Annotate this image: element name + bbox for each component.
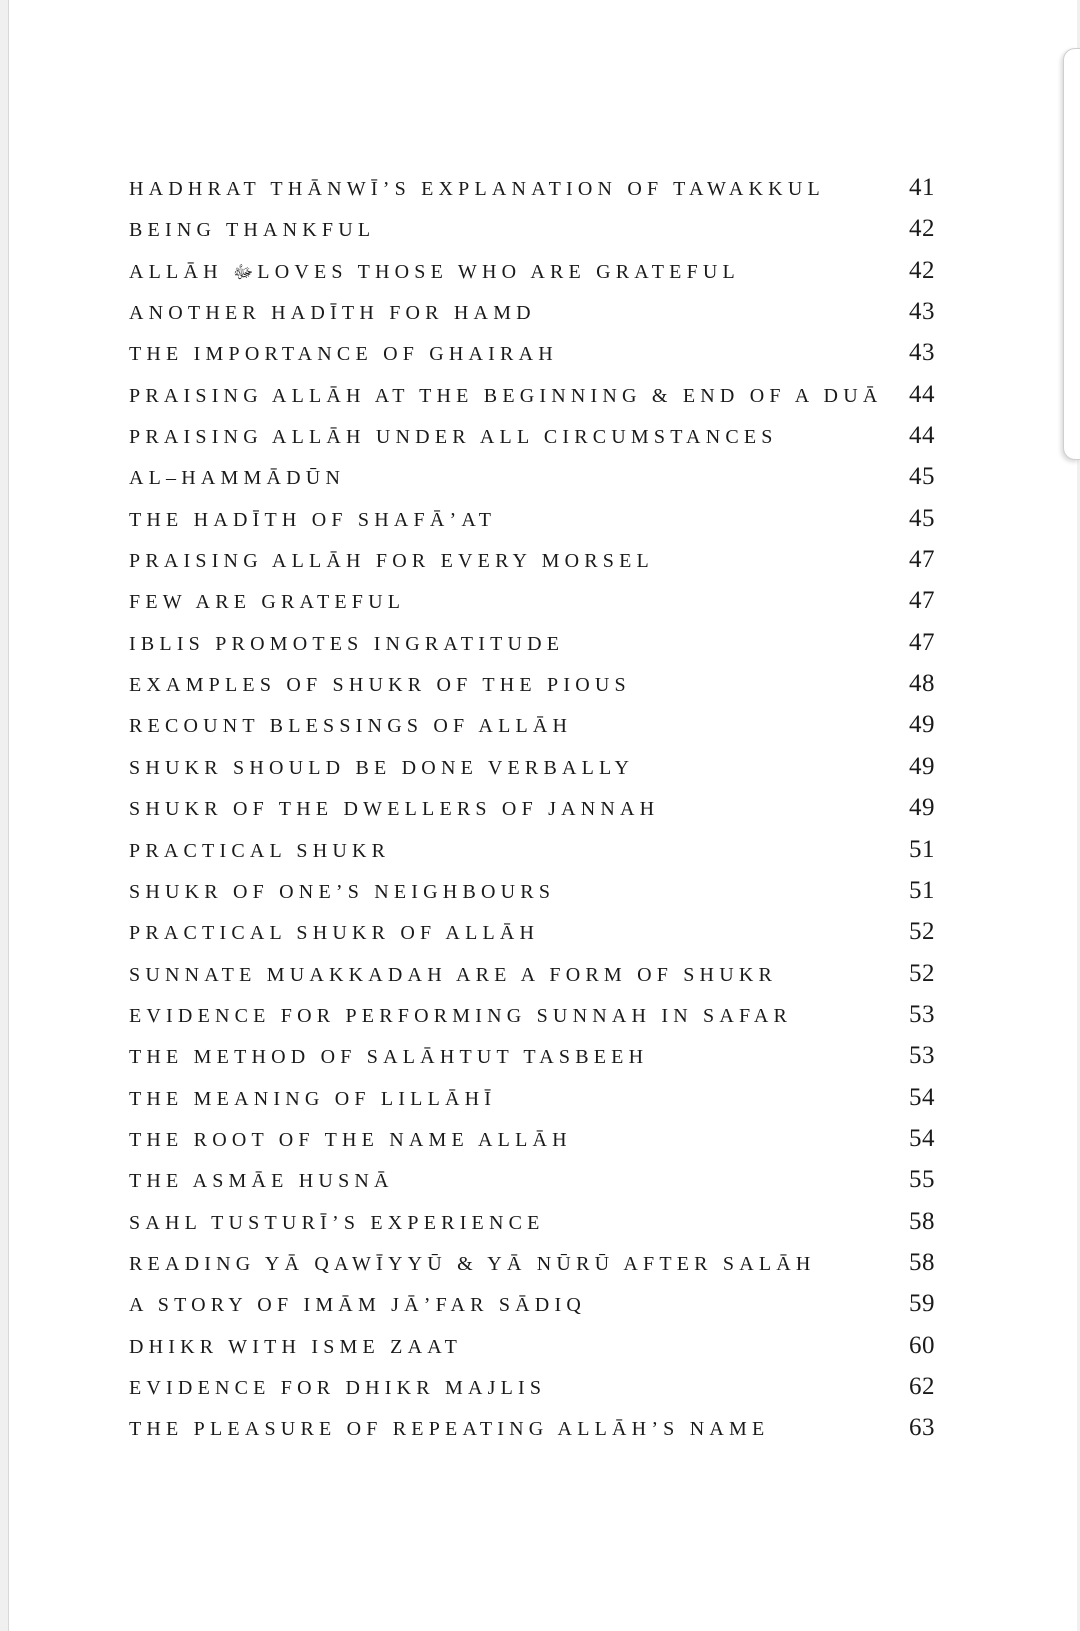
toc-entry-title: HADHRAT THĀNWĪ’S EXPLANATION OF TAWAKKUL: [129, 178, 825, 200]
toc-entry[interactable]: [129, 1040, 935, 1081]
toc-entry[interactable]: [129, 1330, 935, 1371]
toc-entry-page: 53: [909, 1000, 935, 1028]
toc-entry-title: BEING THANKFUL: [129, 219, 376, 242]
toc-entry[interactable]: [129, 337, 935, 378]
toc-entry-title: PRACTICAL SHUKR OF ALLĀH: [129, 922, 540, 945]
toc-entry-title: EVIDENCE FOR DHIKR MAJLIS: [129, 1376, 547, 1399]
toc-entry-page: 41: [909, 174, 935, 201]
toc-entry[interactable]: [129, 751, 935, 792]
toc-entry[interactable]: [129, 627, 935, 668]
toc-entry[interactable]: [129, 213, 935, 254]
toc-entry-title: PRAISING ALLĀH AT THE BEGINNING & END OF A DUĀ: [129, 384, 883, 407]
toc-entry[interactable]: [129, 834, 935, 875]
toc-entry[interactable]: [129, 296, 935, 337]
toc-entry-title: RECOUNT BLESSINGS OF ALLĀH: [129, 715, 573, 738]
toc-entry-title: PRAISING ALLĀH FOR EVERY MORSEL: [129, 550, 654, 573]
toc-entry-page: 49: [909, 711, 935, 739]
toc-entry-page: 59: [909, 1290, 935, 1318]
side-panel-pull-tab[interactable]: [1063, 48, 1080, 460]
toc-entry-title: THE METHOD OF SALĀHTUT TASBEEH: [129, 1046, 649, 1069]
toc-entry-page: 44: [909, 422, 935, 450]
toc-entry-page: 47: [909, 628, 935, 656]
toc-entry-page: 53: [909, 1042, 935, 1070]
toc-entry-page: 63: [909, 1414, 935, 1442]
toc-entry-title: THE HADĪTH OF SHAFĀ’AT: [129, 508, 497, 531]
toc-entry-page: 49: [909, 794, 935, 822]
toc-entry-title: SHUKR OF THE DWELLERS OF JANNAH: [129, 798, 660, 821]
toc-entry-title: SUNNATE MUAKKADAH ARE A FORM OF SHUKR: [129, 963, 778, 986]
toc-entry-title: PRAISING ALLĀH UNDER ALL CIRCUMSTANCES: [129, 426, 778, 449]
table-of-contents: [129, 172, 935, 1454]
toc-entry-title-part: LOVES THOSE WHO ARE GRATEFUL: [257, 260, 740, 283]
toc-entry-page: 52: [909, 918, 935, 946]
toc-entry[interactable]: [129, 1288, 935, 1329]
toc-entry-title: [129, 261, 740, 287]
toc-entry[interactable]: [129, 792, 935, 833]
toc-entry[interactable]: [129, 1247, 935, 1288]
toc-entry[interactable]: [129, 379, 935, 420]
toc-entry[interactable]: [129, 916, 935, 957]
toc-entry[interactable]: [129, 1412, 935, 1453]
toc-entry-title: EXAMPLES OF SHUKR OF THE PIOUS: [129, 674, 631, 697]
toc-entry-page: 43: [909, 339, 935, 367]
toc-entry-page: 45: [909, 504, 935, 532]
toc-entry-page: 43: [909, 298, 935, 326]
toc-entry-title-part: ALLĀH: [129, 260, 223, 283]
toc-entry-title: IBLIS PROMOTES INGRATITUDE: [129, 632, 565, 655]
toc-entry-title: ANOTHER HADĪTH FOR HAMD: [129, 302, 536, 325]
toc-entry-title: THE MEANING OF LILLĀHĪ: [129, 1087, 497, 1110]
toc-entry-page: 48: [909, 670, 935, 698]
document-page: [8, 0, 1077, 1631]
toc-entry[interactable]: [129, 958, 935, 999]
toc-entry[interactable]: [129, 461, 935, 502]
toc-entry-page: 54: [909, 1124, 935, 1152]
toc-entry-page: 58: [909, 1248, 935, 1276]
toc-entry-title: PRACTICAL SHUKR: [129, 839, 391, 862]
toc-entry-title: SHUKR SHOULD BE DONE VERBALLY: [129, 756, 635, 779]
toc-entry-title: EVIDENCE FOR PERFORMING SUNNAH IN SAFAR: [129, 1004, 793, 1027]
toc-entry[interactable]: [129, 172, 935, 213]
toc-entry-page: 47: [909, 546, 935, 574]
toc-entry-page: 47: [909, 587, 935, 615]
toc-entry[interactable]: [129, 544, 935, 585]
toc-entry[interactable]: [129, 1206, 935, 1247]
toc-entry-title: THE ASMĀE HUSNĀ: [129, 1170, 394, 1193]
toc-entry[interactable]: [129, 709, 935, 750]
toc-entry[interactable]: [129, 1371, 935, 1412]
toc-entry-title: AL–HAMMĀDŪN: [129, 467, 346, 490]
toc-entry-page: 42: [909, 215, 935, 243]
toc-entry-title: DHIKR WITH ISME ZAAT: [129, 1335, 463, 1358]
toc-entry-title: SHUKR OF ONE’S NEIGHBOURS: [129, 880, 556, 903]
toc-entry[interactable]: [129, 1164, 935, 1205]
toc-entry-page: 51: [909, 835, 935, 863]
toc-entry-title: SAHL TUSTURĪ’S EXPERIENCE: [129, 1211, 545, 1234]
toc-entry-title: THE ROOT OF THE NAME ALLĀH: [129, 1128, 572, 1151]
toc-entry-page: 55: [909, 1166, 935, 1194]
toc-entry-page: 45: [909, 463, 935, 491]
toc-entry[interactable]: [129, 585, 935, 626]
toc-entry-page: 49: [909, 752, 935, 780]
honorific-glyph-icon: ﷻ: [232, 261, 254, 282]
toc-entry[interactable]: [129, 503, 935, 544]
toc-entry-title: FEW ARE GRATEFUL: [129, 591, 406, 614]
toc-entry-page: 52: [909, 959, 935, 987]
toc-entry[interactable]: [129, 1082, 935, 1123]
toc-entry-page: 60: [909, 1331, 935, 1359]
toc-entry[interactable]: [129, 1123, 935, 1164]
toc-entry[interactable]: [129, 999, 935, 1040]
toc-entry-page: 42: [909, 256, 935, 284]
toc-entry[interactable]: [129, 420, 935, 461]
toc-entry-title: THE IMPORTANCE OF GHAIRAH: [129, 343, 558, 366]
toc-entry-page: 58: [909, 1207, 935, 1235]
toc-entry-page: 54: [909, 1083, 935, 1111]
toc-entry[interactable]: [129, 875, 935, 916]
toc-entry[interactable]: [129, 255, 935, 296]
toc-entry-title: A STORY OF IMĀM JĀ’FAR SĀDIQ: [129, 1294, 586, 1317]
toc-entry-title: THE PLEASURE OF REPEATING ALLĀH’S NAME: [129, 1418, 770, 1441]
toc-entry-page: 44: [909, 380, 935, 408]
toc-entry-page: 51: [909, 876, 935, 904]
toc-entry-title: READING YĀ QAWĪYYŪ & YĀ NŪRŪ AFTER SALĀH: [129, 1252, 816, 1275]
toc-entry-page: 62: [909, 1372, 935, 1400]
toc-entry[interactable]: [129, 668, 935, 709]
